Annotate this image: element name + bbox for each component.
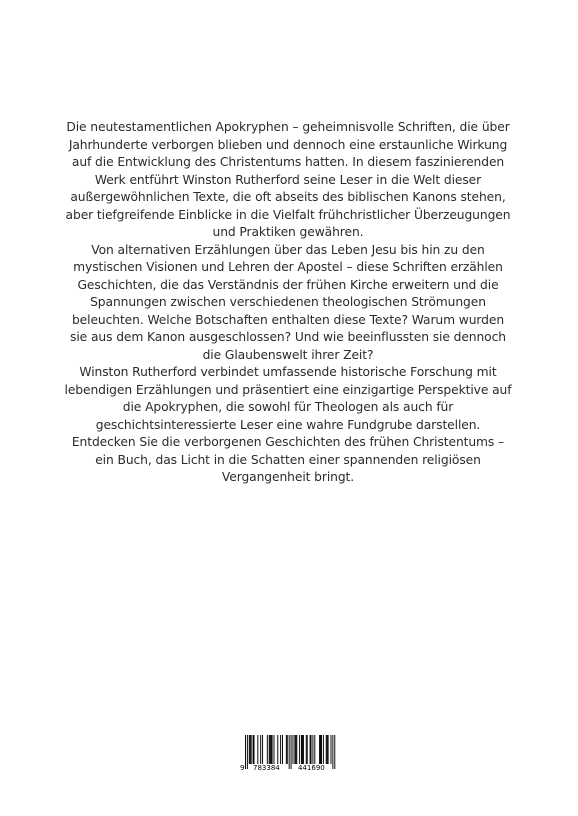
barcode-bar (307, 735, 308, 764)
barcode-bar (306, 735, 307, 764)
barcode-bar (311, 735, 312, 764)
blurb-paragraph-1: Die neutestamentlichen Apokryphen – geheimnisvolle Schriften, die über Jahrhunderte verborgen blieben und dennoch eine erstaunliche Wirkung auf die Entwicklung des Christentums hatten. In diesem faszinierenden Werk entführt Winston Rutherford seine Leser in die Welt dieser außergewöhnlichen Texte, die oft abseits des biblischen Kanons stehen, aber tiefgreifende Einblicke in die Vielfalt frühchristlicher Überzeugungen und Praktiken gewähren. (65, 120, 511, 239)
barcode-bar (321, 735, 322, 764)
blurb-paragraph-4: Entdecken Sie die verborgenen Geschichten des frühen Christentums – ein Buch, das Licht in die Schatten einer spannenden religiösen Vergangenheit bringt. (71, 435, 505, 484)
barcode-bar (326, 735, 327, 764)
barcode-bar (332, 735, 333, 769)
barcode-bar (287, 735, 288, 764)
barcode-bar (274, 735, 275, 764)
barcode-bar (296, 735, 297, 764)
barcode-bar (249, 735, 250, 764)
barcode-bar (302, 735, 303, 764)
barcode-bar (271, 735, 272, 764)
barcode-bar (289, 735, 290, 769)
barcode-bar (295, 735, 296, 764)
barcode-bar (319, 735, 320, 764)
barcode-bar (260, 735, 261, 764)
barcode-bar (320, 735, 321, 764)
barcode-bar (280, 735, 281, 764)
barcode-bar (253, 735, 254, 764)
barcode-bar (286, 735, 287, 764)
barcode-bar (310, 735, 311, 764)
barcode-bar (301, 735, 302, 764)
barcode-bar (257, 735, 258, 764)
barcode-first-digit: 9 (240, 764, 245, 772)
barcode-bar (247, 735, 248, 769)
barcode-bar (269, 735, 270, 764)
barcode-bar (334, 735, 335, 769)
barcode-bar (303, 735, 304, 764)
barcode-bar (328, 735, 329, 764)
barcode-bar (277, 735, 278, 764)
isbn-barcode (239, 735, 339, 775)
barcode-bar (250, 735, 251, 764)
barcode-right-digits: 441690 (298, 764, 325, 772)
barcode-bar (327, 735, 328, 764)
blurb-paragraph-2: Von alternativen Erzählungen über das Leben Jesu bis hin zu den mystischen Visionen und Lehren der Apostel – diese Schriften erzählen Geschichten, die das Verständnis der frühen Kirche erweitern und die Spannungen zwischen verschiedenen theologischen Strömungen beleuchten. Welche Botschaften enthalten diese Texte? Warum wurden sie aus dem Kanon ausgeschlossen? Und wie beeinflussten sie dennoch die Glaubenswelt ihrer Zeit? (70, 242, 506, 362)
barcode-bar (262, 735, 263, 764)
barcode-bar (314, 735, 315, 764)
barcode-bar (331, 735, 332, 764)
back-cover-blurb (62, 119, 514, 487)
barcode-bar (254, 735, 255, 764)
barcode-bar (272, 735, 273, 764)
barcode-left-digits: 783384 (253, 764, 280, 772)
barcode-bar (323, 735, 324, 764)
barcode-bar (294, 735, 295, 764)
barcode-bar (299, 735, 300, 764)
barcode-bar (312, 735, 313, 764)
barcode-bar (267, 735, 268, 764)
barcode-bar (293, 735, 294, 764)
barcode-bar (270, 735, 271, 764)
barcode-bar (291, 735, 292, 769)
blurb-paragraph-3: Winston Rutherford verbindet umfassende historische Forschung mit lebendigen Erzählungen und präsentiert eine einzigartige Perspektive auf die Apokryphen, die sowohl für Theologen als auch für geschichtsinteressierte Leser eine wahre Fundgrube darstellen. (64, 365, 512, 432)
barcode-bar (251, 735, 252, 764)
barcode-bar (282, 735, 283, 764)
